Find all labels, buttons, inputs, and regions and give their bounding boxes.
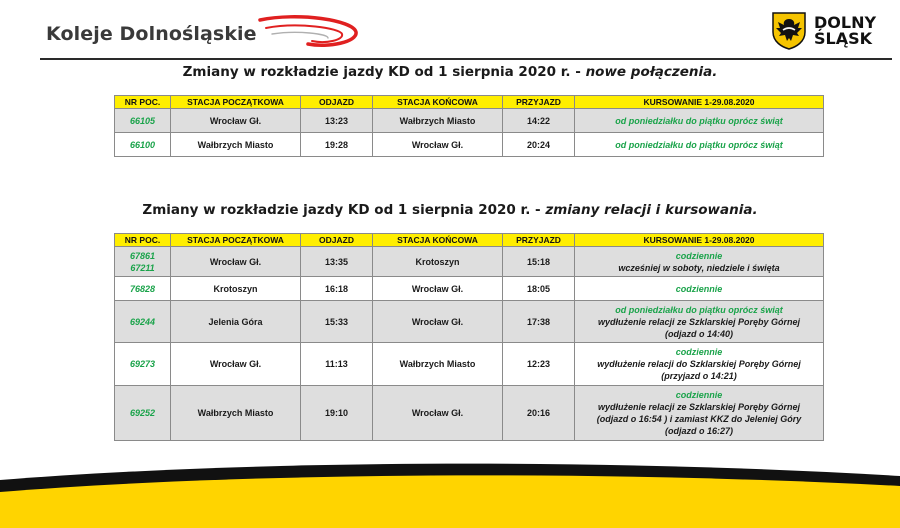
schedule-text: codziennie [675, 347, 723, 357]
table-row [115, 386, 824, 441]
end-station: Wrocław Gł. [373, 133, 503, 157]
schedule-cell [575, 247, 824, 277]
schedule-note: wydłużenie relacji do Szklarskiej Poręby Górnej [597, 359, 801, 369]
schedule-text: codziennie [675, 283, 723, 294]
schedule-note: wydłużenie relacji ze Szklarskiej Poręby Górnej [597, 316, 801, 327]
departure-time: 19:10 [301, 386, 373, 441]
region-line-1: DOLNY [814, 13, 877, 32]
region-line-2: ŚLĄSK [814, 29, 873, 48]
end-station: Wałbrzych Miasto [373, 343, 503, 386]
schedule-text: od poniedziałku do piątku oprócz świąt [615, 304, 783, 315]
col-header-kurs: KURSOWANIE 1-29.08.2020 [575, 234, 824, 247]
arrival-time: 17:38 [503, 301, 575, 343]
col-header-start: STACJA POCZĄTKOWA [171, 96, 301, 109]
swoosh-logo-icon [258, 14, 368, 54]
table-row [115, 343, 824, 386]
schedule-text: codziennie [675, 390, 723, 400]
arrival-time: 12:23 [503, 343, 575, 386]
schedule-note: (odjazd o 14:40) [664, 328, 733, 339]
start-station: Wałbrzych Miasto [171, 133, 301, 157]
col-header-arr: PRZYJAZD [503, 96, 575, 109]
section-1-title-italic: nowe połączenia. [585, 64, 718, 80]
section-1-title [0, 64, 900, 80]
arrival-time: 14:22 [503, 109, 575, 133]
table-row [115, 277, 824, 301]
col-header-start: STACJA POCZĄTKOWA [171, 234, 301, 247]
departure-time: 16:18 [301, 277, 373, 301]
departure-time: 19:28 [301, 133, 373, 157]
eagle-crest-icon [772, 12, 806, 50]
end-station: Wałbrzych Miasto [373, 109, 503, 133]
footer-wave [0, 450, 900, 528]
start-station: Wrocław Gł. [171, 343, 301, 386]
schedule-cell [575, 277, 824, 301]
schedule-note: wydłużenie relacji ze Szklarskiej Poręby Górnej [597, 402, 801, 412]
start-station: Wałbrzych Miasto [171, 386, 301, 441]
departure-time: 15:33 [301, 301, 373, 343]
schedule-cell [575, 386, 824, 441]
region-name [814, 15, 876, 47]
schedule-cell [575, 133, 824, 157]
train-number: 66100 [115, 133, 171, 157]
train-number: 69252 [115, 386, 171, 441]
departure-time: 13:23 [301, 109, 373, 133]
train-number-1: 67861 [129, 250, 156, 261]
table-header-row [115, 96, 824, 109]
end-station: Wrocław Gł. [373, 301, 503, 343]
brand-name: Koleje Dolnośląskie [46, 23, 257, 45]
end-station: Wrocław Gł. [373, 277, 503, 301]
start-station: Krotoszyn [171, 277, 301, 301]
schedule-cell [575, 109, 824, 133]
departure-time: 11:13 [301, 343, 373, 386]
schedule-text: od poniedziałku do piątku oprócz świąt [615, 139, 783, 150]
end-station: Krotoszyn [373, 247, 503, 277]
schedule-note: (odjazd o 16:54 ) i zamiast KKZ do Jeleniej Góry [596, 414, 802, 424]
col-header-end: STACJA KOŃCOWA [373, 96, 503, 109]
col-header-arr: PRZYJAZD [503, 234, 575, 247]
table-row [115, 247, 824, 277]
table-row [115, 133, 824, 157]
schedule-text: codziennie [675, 250, 723, 261]
col-header-nr: NR POC. [115, 96, 171, 109]
section-2-title-italic: zmiany relacji i kursowania. [545, 202, 758, 218]
section-2-title-text: Zmiany w rozkładzie jazdy KD od 1 sierpnia 2020 r. - [142, 202, 546, 218]
col-header-dep: ODJAZD [301, 96, 373, 109]
train-number: 66105 [115, 109, 171, 133]
table-row [115, 109, 824, 133]
train-number: 69244 [115, 301, 171, 343]
train-number [115, 247, 171, 277]
train-number: 69273 [115, 343, 171, 386]
col-header-dep: ODJAZD [301, 234, 373, 247]
schedule-cell [575, 301, 824, 343]
col-header-end: STACJA KOŃCOWA [373, 234, 503, 247]
arrival-time: 20:24 [503, 133, 575, 157]
train-number: 76828 [115, 277, 171, 301]
schedule-note: wcześniej w soboty, niedziele i święta [618, 262, 780, 273]
schedule-cell [575, 343, 824, 386]
section-2-title [0, 202, 900, 218]
new-connections-table [114, 95, 824, 157]
start-station: Jelenia Góra [171, 301, 301, 343]
schedule-note: (odjazd o 16:27) [664, 426, 733, 436]
table-header-row [115, 234, 824, 247]
end-station: Wrocław Gł. [373, 386, 503, 441]
departure-time: 13:35 [301, 247, 373, 277]
arrival-time: 15:18 [503, 247, 575, 277]
route-changes-table [114, 233, 824, 441]
col-header-nr: NR POC. [115, 234, 171, 247]
arrival-time: 18:05 [503, 277, 575, 301]
header-divider [40, 58, 892, 60]
start-station: Wrocław Gł. [171, 247, 301, 277]
section-1-title-text: Zmiany w rozkładzie jazdy KD od 1 sierpnia 2020 r. - [182, 64, 586, 80]
col-header-kurs: KURSOWANIE 1-29.08.2020 [575, 96, 824, 109]
brand-logo-left [46, 14, 257, 54]
train-number-2: 67211 [130, 262, 155, 273]
schedule-note: (przyjazd o 14:21) [661, 371, 737, 381]
start-station: Wrocław Gł. [171, 109, 301, 133]
table-row [115, 301, 824, 343]
arrival-time: 20:16 [503, 386, 575, 441]
schedule-text: od poniedziałku do piątku oprócz świąt [615, 115, 783, 126]
brand-logo-right [772, 12, 876, 50]
